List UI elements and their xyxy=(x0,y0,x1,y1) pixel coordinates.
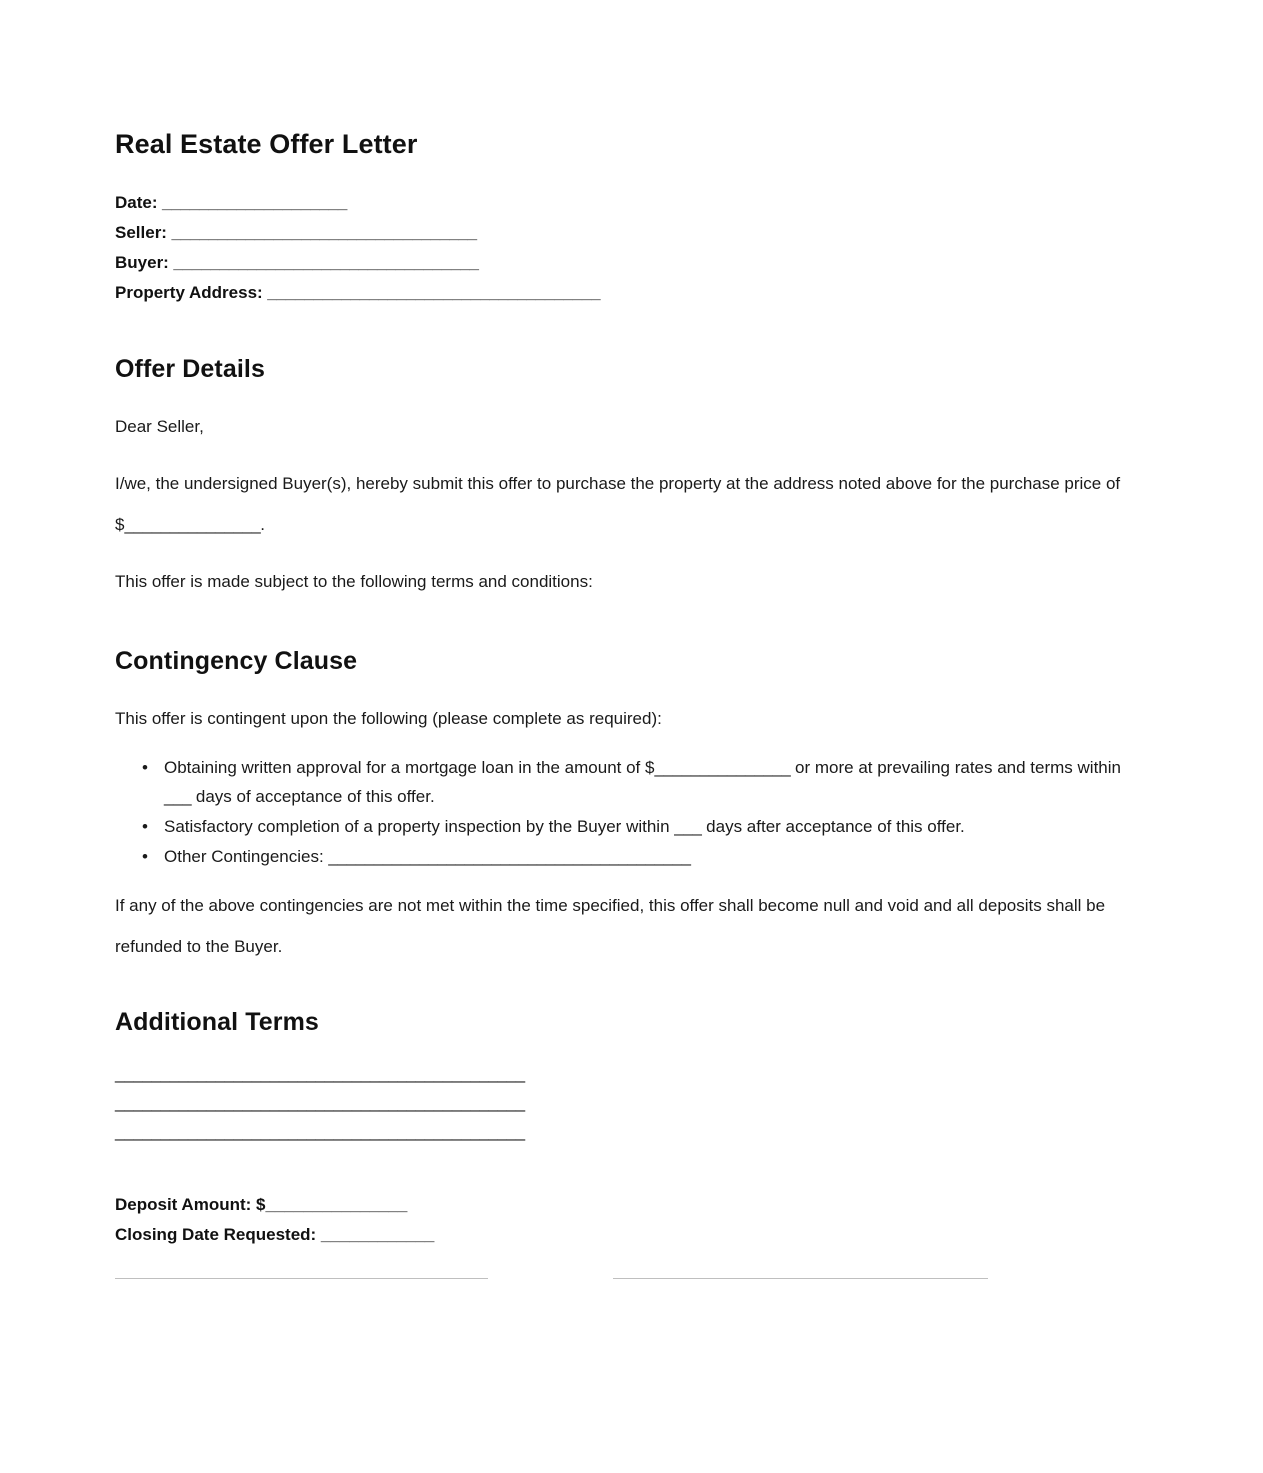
field-row-seller xyxy=(115,218,1140,248)
section-heading-additional-terms: Additional Terms xyxy=(115,1008,319,1037)
list-item xyxy=(152,842,1140,871)
page-title: Real Estate Offer Letter xyxy=(115,129,418,159)
contingency-intro-paragraph: This offer is contingent upon the following (please complete as required): xyxy=(115,709,662,729)
closing-date-label: Closing Date Requested: xyxy=(115,1225,317,1245)
contingency-3-lead: Other Contingencies: xyxy=(164,847,329,867)
list-item xyxy=(152,753,1140,811)
additional-terms-blank-line-3[interactable]: _____________________________________________ xyxy=(115,1122,525,1142)
buyer-blank[interactable]: _________________________________ xyxy=(168,253,479,273)
field-row-date xyxy=(115,188,1140,218)
contingency-1-mid: or more at prevailing rates and terms within xyxy=(790,758,1121,778)
offer-paragraph-lead: I/we, the undersigned Buyer(s), hereby submit this offer to purchase the property at the address noted above for the purchase price of $ xyxy=(115,474,1121,535)
header-fields xyxy=(115,188,1140,308)
field-row-deposit-amount xyxy=(115,1190,1140,1220)
contingency-2-lead: Satisfactory completion of a property inspection by the Buyer within xyxy=(164,817,675,837)
field-row-property-address xyxy=(115,278,1140,308)
seller-label: Seller: xyxy=(115,223,167,243)
closing-date-blank[interactable]: ____________ xyxy=(316,1225,435,1245)
mortgage-amount-blank[interactable]: _______________ xyxy=(654,758,791,778)
deposit-amount-blank[interactable]: $_______________ xyxy=(251,1195,408,1215)
contingency-1-tail: days of acceptance of this offer. xyxy=(191,787,435,807)
contingency-1-lead: Obtaining written approval for a mortgage loan in the amount of $ xyxy=(164,758,655,778)
list-item xyxy=(152,812,1140,841)
property-address-blank[interactable]: ____________________________________ xyxy=(262,283,601,303)
date-blank[interactable]: ____________________ xyxy=(157,193,348,213)
purchase-price-blank[interactable]: _______________ xyxy=(124,515,261,535)
salutation: Dear Seller, xyxy=(115,417,204,437)
signature-line-seller[interactable] xyxy=(613,1278,988,1279)
field-row-buyer xyxy=(115,248,1140,278)
property-address-label: Property Address: xyxy=(115,283,263,303)
buyer-label: Buyer: xyxy=(115,253,169,273)
offer-purchase-price-paragraph xyxy=(115,463,1140,545)
date-label: Date: xyxy=(115,193,158,213)
signature-area xyxy=(115,1278,1140,1318)
deposit-amount-label: Deposit Amount: xyxy=(115,1195,252,1215)
additional-terms-blank-lines xyxy=(115,1059,1140,1146)
contingency-closing-paragraph: If any of the above contingencies are not met within the time specified, this offer shall become null and void and all deposits shall be refunded to the Buyer. xyxy=(115,896,1106,957)
seller-blank[interactable]: _________________________________ xyxy=(166,223,477,243)
signature-line-buyer[interactable] xyxy=(115,1278,488,1279)
summary-fields xyxy=(115,1190,1140,1250)
additional-terms-blank-line-2[interactable]: _____________________________________________ xyxy=(115,1093,525,1113)
other-contingencies-blank[interactable]: ________________________________________ xyxy=(328,847,691,867)
section-heading-offer-details: Offer Details xyxy=(115,355,265,384)
terms-intro-paragraph: This offer is made subject to the following terms and conditions: xyxy=(115,572,593,592)
contingency-list xyxy=(115,753,1140,871)
mortgage-days-blank[interactable]: ___ xyxy=(164,787,192,807)
contingency-2-tail: days after acceptance of this offer. xyxy=(701,817,965,837)
additional-terms-blank-line-1[interactable]: _____________________________________________ xyxy=(115,1064,525,1084)
field-row-closing-date xyxy=(115,1220,1140,1250)
inspection-days-blank[interactable]: ___ xyxy=(674,817,702,837)
offer-paragraph-tail: . xyxy=(260,515,266,535)
section-heading-contingency-clause: Contingency Clause xyxy=(115,647,358,676)
